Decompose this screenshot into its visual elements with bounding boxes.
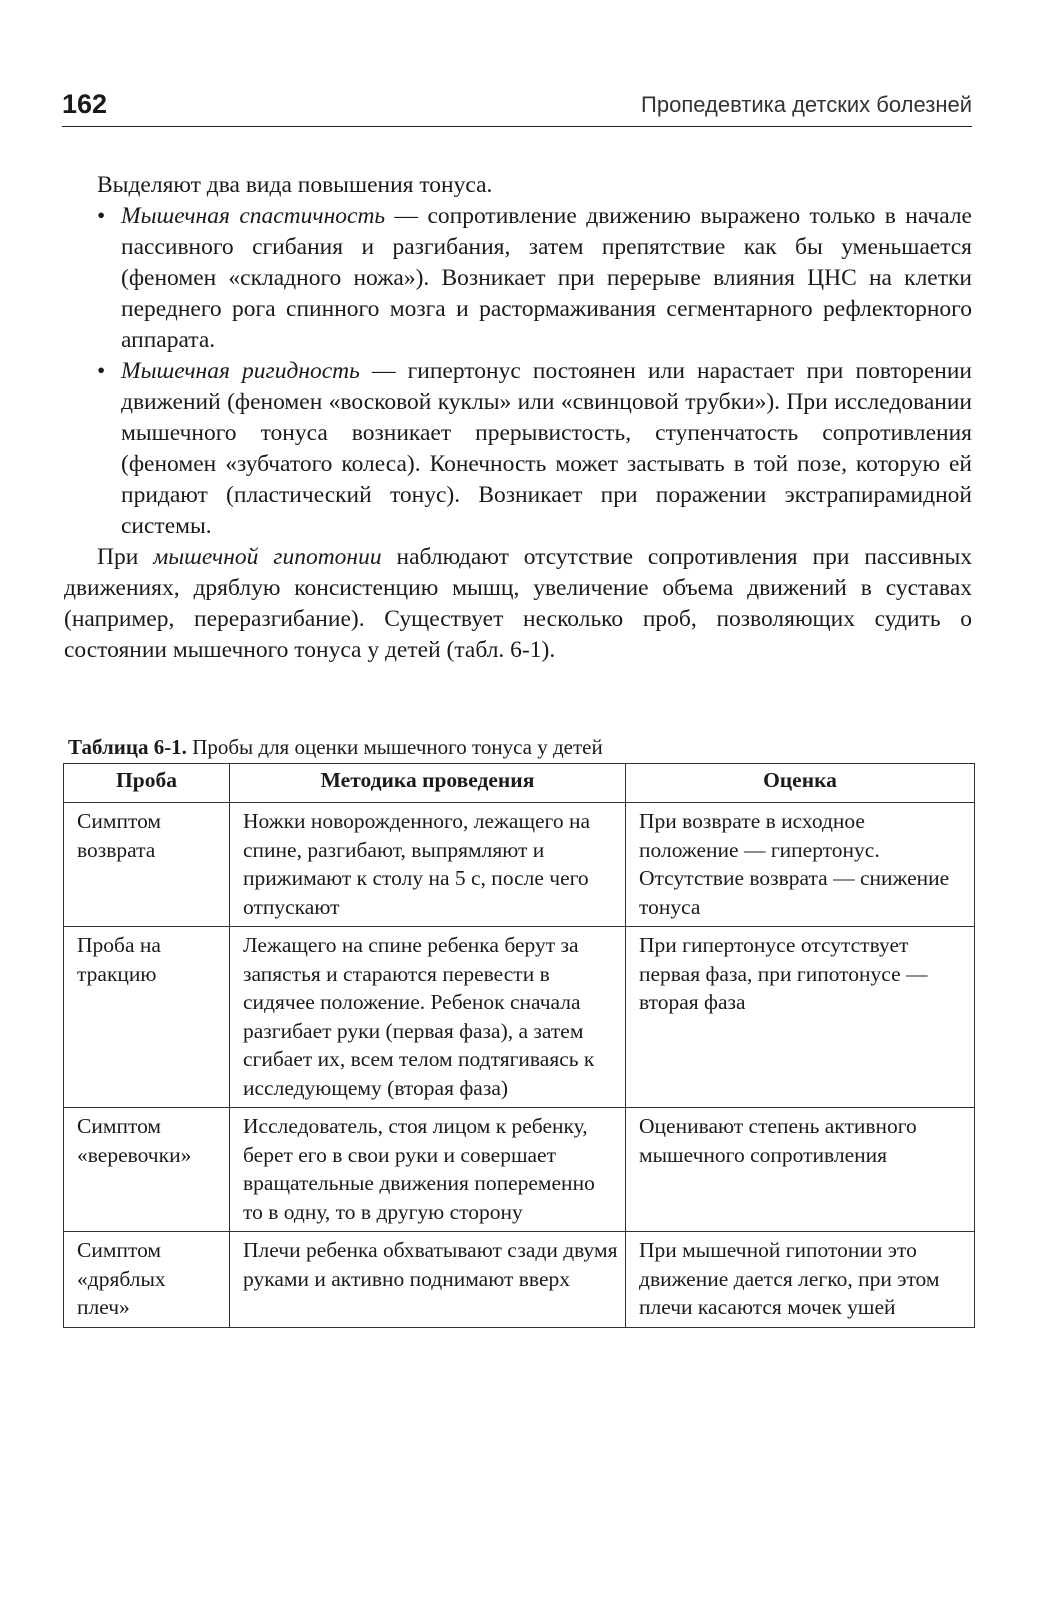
intro-paragraph: Выделяют два вида повышения тонуса. <box>97 172 493 198</box>
column-header-assessment: Оценка <box>626 764 975 803</box>
hypotonia-paragraph <box>64 542 972 666</box>
bullet-spasticity <box>64 201 972 356</box>
running-title: Пропедевтика детских болезней <box>641 92 972 117</box>
table-header-row <box>64 764 975 803</box>
cell-method: Исследователь, стоя лицом к ребенку, берет его в свои руки и совершает вращательные движения попеременно то в одну, то в другую сторону <box>230 1108 626 1232</box>
table-row <box>64 927 975 1108</box>
table-row <box>64 1232 975 1328</box>
table-caption-text: Пробы для оценки мышечного тонуса у детей <box>186 735 603 759</box>
table-row <box>64 803 975 927</box>
term-spasticity: Мышечная спастичность <box>121 203 386 229</box>
column-header-method: Методика проведения <box>230 764 626 803</box>
hypotonia-text: наблюдают отсутствие сопротивления при пассивных движениях, дряблую консистенцию мышц, увеличение объема движений в суставах (например, переразгибание). Существует несколько проб, позволяющих судить о состоянии мышечного тонуса у детей (табл. 6-1). <box>64 544 972 663</box>
cell-test: Симптом «веревочки» <box>64 1108 230 1232</box>
term-hypotonia: мышечной гипотонии <box>153 544 382 570</box>
cell-test: Симптом «дряблых плеч» <box>64 1232 230 1328</box>
bullet-marker: • <box>97 358 106 384</box>
table-row <box>64 1108 975 1232</box>
table-caption-label: Таблица 6-1. <box>68 735 187 759</box>
bullet-marker: • <box>97 203 106 229</box>
bullet-text: — сопротивление движению выражено только в начале пассивного сгибания и разгибания, затем препятствие как бы уменьшается (феномен «складного ножа»). Возникает при перерыве влияния ЦНС на клетки переднего рога спинного мозга и растормаживания сегментарного рефлекторного аппарата. <box>121 203 972 353</box>
cell-assessment: При мышечной гипотонии это движение дается легко, при этом плечи касаются мочек ушей <box>626 1232 975 1328</box>
page-number: 162 <box>62 89 108 119</box>
muscle-tone-tests-table <box>63 763 975 1328</box>
table-caption <box>68 733 972 761</box>
cell-method: Лежащего на спине ребенка берут за запястья и стараются перевести в сидячее положение. Ребенок сначала разгибает руки (первая фаза), а затем сгибает их, всем телом подтягиваясь к исследующему (вторая фаза) <box>230 927 626 1108</box>
cell-assessment: Оценивают степень активного мышечного сопротивления <box>626 1108 975 1232</box>
body-text <box>64 170 972 666</box>
cell-method: Ножки новорожденного, лежащего на спине, разгибают, выпрямляют и прижимают к столу на 5 с, после чего отпускают <box>230 803 626 927</box>
bullet-rigidity <box>64 356 972 542</box>
hypotonia-prefix: При <box>97 544 154 570</box>
cell-test: Симптом возврата <box>64 803 230 927</box>
cell-test: Проба на тракцию <box>64 927 230 1108</box>
bullet-text: — гипертонус постоянен или нарастает при повторении движений (феномен «восковой куклы» или «свинцовой трубки»). При исследовании мышечного тонуса возникает прерывистость, ступенчатость сопротивления (феномен «зубчатого колеса). Конечность может застывать в той позе, которую ей придают (пластический тонус). Возникает при поражении экстрапирамидной системы. <box>121 358 972 539</box>
column-header-test: Проба <box>64 764 230 803</box>
page-header <box>62 86 972 127</box>
cell-assessment: При возврате в исходное положение — гипертонус. Отсутствие возврата — снижение тонуса <box>626 803 975 927</box>
cell-assessment: При гипертонусе отсутствует первая фаза, при гипотонусе — вторая фаза <box>626 927 975 1108</box>
cell-method: Плечи ребенка обхватывают сзади двумя руками и активно поднимают вверх <box>230 1232 626 1328</box>
term-rigidity: Мышечная ригидность <box>121 358 360 384</box>
